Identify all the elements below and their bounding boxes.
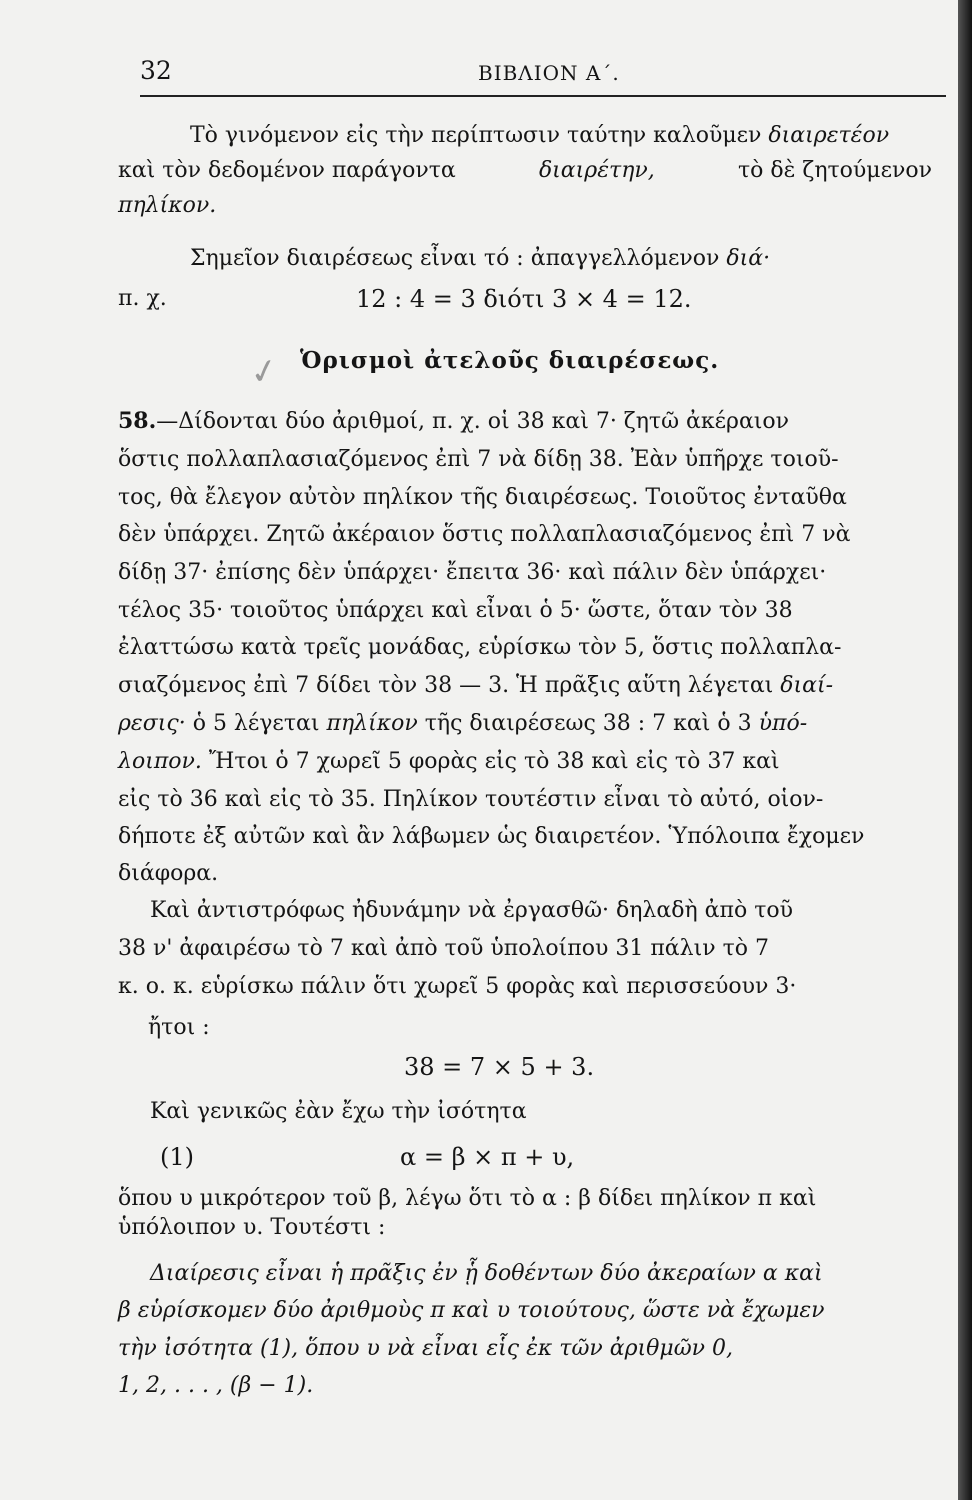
italic-term: λοιπον. (118, 749, 202, 774)
header-rule (140, 95, 946, 97)
text-span: ὁ 5 λέγεται (192, 711, 320, 736)
text-span: τὸ δὲ ζητούμενον (737, 158, 932, 183)
page-header (140, 56, 946, 96)
text-line: ὅστις πολλαπλασιαζόμενος ἐπὶ 7 νὰ δίδῃ 38. Ἐὰν ὑπῆρχε τοιοῦ- (118, 447, 839, 472)
page-number: 32 (140, 56, 172, 85)
text-line: ἤτοι : (148, 1015, 210, 1040)
text-line: πηλίκον. (118, 193, 217, 218)
example-formula: 12 : 4 = 3 διότι 3 × 4 = 12. (356, 285, 692, 313)
definition-line: τὴν ἰσότητα (1), ὅπου υ νὰ εἶναι εἷς ἐκ τῶν ἀριθμῶν 0, (118, 1336, 734, 1361)
text-span: τῆς διαιρέσεως 38 : 7 καὶ ὁ 3 (424, 711, 752, 736)
text-line (118, 746, 932, 778)
text-line: δίδῃ 37· ἐπίσης δὲν ὑπάρχει· ἔπειτα 36· καὶ πάλιν δὲν ὑπάρχει· (118, 560, 827, 585)
italic-term: διαιρέτην, (538, 158, 655, 183)
text-line: ὅπου υ μικρότερον τοῦ β, λέγω ὅτι τὸ α : β δίδει πηλίκον π καὶ (118, 1186, 817, 1211)
section-heading: Ὁρισμοὶ ἀτελοῦς διαιρέσεως. (300, 347, 720, 374)
text-line: ἐλαττώσω κατὰ τρεῖς μονάδας, εὑρίσκω τὸν 5, ὅστις πολλαπλα- (118, 635, 842, 660)
italic-term: ὑπό- (758, 711, 808, 736)
italic-term: ρεσις· (118, 711, 186, 736)
pencil-check-mark: ✓ (246, 349, 283, 395)
equation: α = β × π + υ, (400, 1143, 575, 1171)
italic-term: διαιρετέον (768, 123, 890, 148)
text-span: καὶ τὸν δεδομένον παράγοντα (118, 158, 456, 183)
italic-term: διά· (726, 246, 771, 271)
italic-term: πηλίκον (326, 711, 418, 736)
text-line (190, 120, 932, 152)
italic-term: διαί- (780, 673, 834, 698)
text-line: διάφορα. (118, 861, 219, 886)
page-edge-shadow (958, 0, 972, 1500)
text-line: εἰς τὸ 36 καὶ εἰς τὸ 35. Πηλίκον τουτέστιν εἶναι τὸ αὐτό, οἱον- (118, 787, 824, 812)
definition-line: 1, 2, . . . , (β − 1). (118, 1373, 314, 1398)
text-span: —Δίδονται δύο ἀριθμοί, π. χ. οἱ 38 καὶ 7· ζητῶ ἀκέραιον (156, 409, 790, 434)
running-title: ΒΙΒΛΙΟΝ Α΄. (478, 61, 620, 85)
text-line (118, 670, 932, 702)
text-line: ὑπόλοιπον υ. Τουτέστι : (118, 1215, 386, 1240)
section-number: 58. (118, 408, 157, 434)
text-line: 38 ν' ἀφαιρέσω τὸ 7 καὶ ἀπὸ τοῦ ὑπολοίπου 31 πάλιν τὸ 7 (118, 936, 769, 961)
example-label: π. χ. (118, 286, 167, 311)
text-line: δὲν ὑπάρχει. Ζητῶ ἀκέραιον ὅστις πολλαπλασιαζόμενος ἐπὶ 7 νὰ (118, 522, 851, 547)
text-line: Καὶ ἀντιστρόφως ἠδυνάμην νὰ ἐργασθῶ· δηλαδὴ ἀπὸ τοῦ (150, 898, 793, 923)
text-line: τος, θὰ ἔλεγον αὐτὸν πηλίκον τῆς διαιρέσεως. Τοιοῦτος ἐνταῦθα (118, 485, 847, 510)
text-span: σιαζόμενος ἐπὶ 7 δίδει τὸν 38 — 3. Ἡ πρᾶξις αὕτη λέγεται (118, 673, 774, 698)
equation: 38 = 7 × 5 + 3. (404, 1053, 595, 1081)
text-span: Τὸ γινόμενον εἰς τὴν περίπτωσιν ταύτην καλοῦμεν (190, 123, 762, 148)
text-line (118, 405, 932, 438)
text-line (118, 155, 932, 187)
definition-line: β εὑρίσκομεν δύο ἀριθμοὺς π καὶ υ τοιούτους, ὥστε νὰ ἔχωμεν (118, 1298, 825, 1323)
definition-line: Διαίρεσις εἶναι ἡ πρᾶξις ἐν ᾗ δοθέντων δύο ἀκεραίων α καὶ (150, 1261, 823, 1286)
text-span: Ἤτοι ὁ 7 χωρεῖ 5 φορὰς εἰς τὸ 38 καὶ εἰς τὸ 37 καὶ (208, 749, 780, 774)
text-line: κ. ο. κ. εὑρίσκω πάλιν ὅτι χωρεῖ 5 φορὰς καὶ περισσεύουν 3· (118, 974, 797, 999)
text-line (190, 243, 932, 275)
text-line: δήποτε ἐξ αὐτῶν καὶ ἂν λάβωμεν ὡς διαιρετέον. Ὑπόλοιπα ἔχομεν (118, 824, 865, 849)
text-line: τέλος 35· τοιοῦτος ὑπάρχει καὶ εἶναι ὁ 5· ὥστε, ὅταν τὸν 38 (118, 598, 793, 623)
text-line (118, 708, 932, 740)
text-span: Σημεῖον διαιρέσεως εἶναι τό : ἀπαγγελλόμενον (190, 246, 720, 271)
text-line: Καὶ γενικῶς ἐὰν ἔχω τὴν ἰσότητα (150, 1099, 527, 1124)
equation-label: (1) (160, 1143, 194, 1171)
